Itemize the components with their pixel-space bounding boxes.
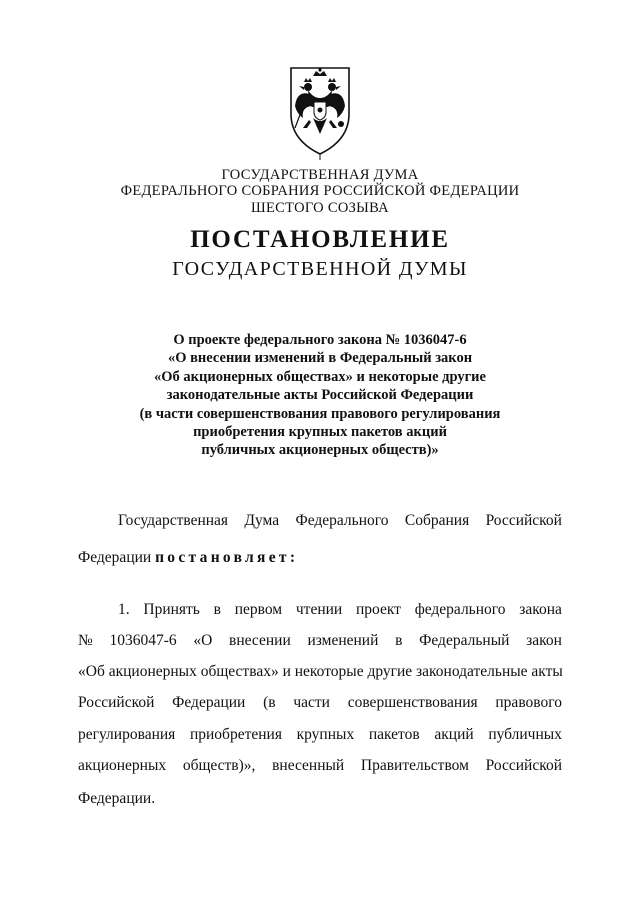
item-word: Принять [143,601,200,618]
item-word: публичных [488,726,562,743]
preamble-subject: Федерации [78,549,152,566]
item-word: закона [519,601,562,618]
double-headed-eagle-icon [275,62,365,162]
item-word: пакетов [368,726,420,743]
subject-line: приобретения крупных пакетов акций [193,424,447,440]
document-title: ПОСТАНОВЛЕНИЕ [190,226,450,253]
item-word: в [395,632,403,649]
subject-line: публичных акционерных обществ)» [201,442,439,458]
item-line [78,726,562,744]
item-line [78,694,562,712]
item-word: приобретения [189,726,282,743]
item-word: внесенный [272,757,345,774]
coat-of-arms-emblem [275,62,365,162]
header-duma: ГОСУДАРСТВЕННАЯ ДУМА [221,167,419,183]
item-word: проект [355,601,401,618]
preamble-word: Российской [485,512,562,529]
item-word: части [293,694,330,711]
item-word: Федеральный [419,632,510,649]
item-word: Правительством [360,757,469,774]
preamble-line [118,512,562,530]
preamble-word: Дума [244,512,280,529]
preamble-word: Федерального [295,512,389,529]
subject-line: законодательные акты Российской Федерации [166,387,474,403]
subject-line: «Об акционерных обществах» и некоторые другие [154,369,486,385]
item-word: закон [526,632,562,649]
item-word: (в [263,694,276,711]
item-line [118,601,562,619]
item-word: внесении [229,632,291,649]
item-word: Российской [485,757,562,774]
header-convocation: ШЕСТОГО СОЗЫВА [251,200,389,216]
document-subtitle: ГОСУДАРСТВЕННОЙ ДУМЫ [172,258,468,280]
item-word: регулирования [78,726,176,743]
resolves-word: постановляет: [155,549,299,566]
item-line [78,632,562,650]
item-word: 1036047-6 [109,632,177,649]
item-word: 1. [118,601,130,618]
item-word: Федерации [172,694,246,711]
item-line [78,757,562,775]
item-word: правового [495,694,562,711]
preamble-line [78,549,298,567]
item-word: «О [193,632,213,649]
preamble-word: Собрания [404,512,470,529]
subject-line: «О внесении изменений в Федеральный закон [167,350,473,366]
item-word: изменений [307,632,379,649]
preamble-word: Государственная [118,512,229,529]
item-word: чтении [295,601,343,618]
item-word: федерального [414,601,506,618]
subject-line: (в части совершенствования правового регулирования [139,406,501,422]
item-word: № [78,632,93,649]
subject-line: О проекте федерального закона № 1036047-6 [173,332,467,348]
item-word: акционерных [78,757,167,774]
item-word: акций [434,726,474,743]
item-line: Федерации. [78,790,156,807]
header-federal-assembly: ФЕДЕРАЛЬНОГО СОБРАНИЯ РОССИЙСКОЙ ФЕДЕРАЦИИ [120,183,520,199]
item-word: крупных [296,726,355,743]
item-word: обществ)», [182,757,256,774]
item-word: в [213,601,221,618]
item-word: Российской [78,694,155,711]
item-word: совершенствования [347,694,478,711]
item-word: первом [234,601,283,618]
item-line: «Об акционерных обществах» и некоторые другие законодательные акты [78,663,563,680]
